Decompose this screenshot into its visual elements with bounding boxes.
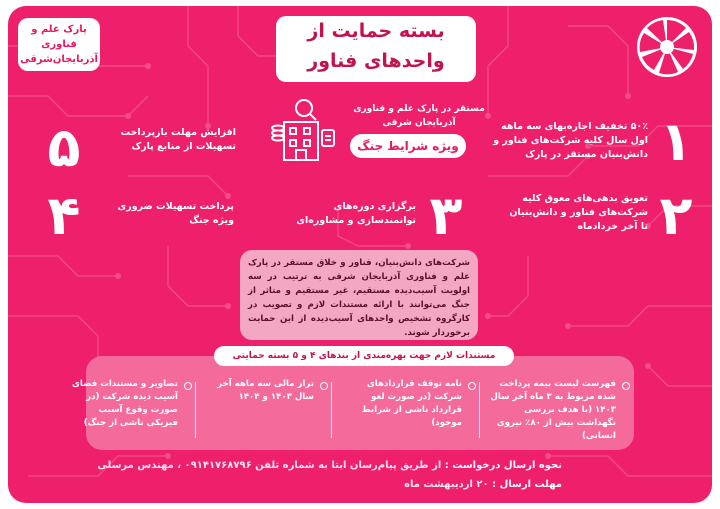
submission-method-value: از طریق پیام‌رسان ایتا به شماره تلفن ۰۹۱۴۱۷۶۸۷۹۶ ، مهندس مرسلی bbox=[97, 460, 442, 471]
park-name-line-2: فناوری bbox=[41, 39, 77, 50]
title-box bbox=[276, 16, 476, 82]
item-1-number: ۱ bbox=[659, 110, 693, 173]
doc-item-3-bullet-icon bbox=[320, 382, 328, 390]
required-documents-header: مستندات لازم جهت بهره‌مندی از بندهای ۴ و ۵ بسته حمایتی bbox=[214, 346, 514, 366]
doc-item-2: نامه توقف قراردادهای شرکت (در صورت لغو قرارداد ناشی از شرایط موجود) bbox=[361, 379, 462, 428]
divider bbox=[195, 382, 196, 438]
submission-method bbox=[97, 460, 562, 471]
item-5-number: ۵ bbox=[47, 116, 81, 179]
doc-item-3: تراز مالی سه ماهه آخر سال ۱۴۰۳ و ۱۴۰۴ bbox=[217, 379, 314, 402]
park-logo-icon bbox=[632, 12, 702, 82]
park-name-logo bbox=[18, 18, 100, 71]
buildings-coins-illustration-icon bbox=[270, 96, 340, 164]
eligibility-description: شرکت‌های دانش‌بنیان، فناور و خلاق مستقر در پارک علم و فناوری آذربایجان شرقی به ترتیب در سه اولویت آسیب‌دیده مستقیم، غیر مستقیم و متاثر از جنگ می‌توانند با ارائه مستندات لازم و تصویب در کارگروه تشخیص واحدهای آسیب‌دیده از این حمایت برخوردار شوند. bbox=[240, 250, 478, 340]
divider bbox=[479, 382, 480, 438]
item-5-text: افزایش مهلت بازپرداخت تسهیلات از منابع پارک bbox=[120, 127, 236, 152]
title-line-2: واحدهای فناور bbox=[307, 50, 445, 72]
doc-item-4-bullet-icon bbox=[184, 382, 192, 390]
submission-method-label: نحوه ارسال درخواست : bbox=[444, 460, 562, 471]
item-1-text: ۵۰٪ تخفیف اجاره‌بهای سه ماهه اول سال کلیه شرکت‌های فناور و دانش‌بنیان مستقر در پارک bbox=[493, 121, 648, 160]
doc-item-1-bullet-icon bbox=[622, 382, 630, 390]
item-2-text: تعویق بدهی‌های معوق کلیه شرکت‌های فناور و دانش‌بنیان تا آخر خردادماه bbox=[509, 193, 648, 232]
subtitle: مستقر در پارک علم و فناوری آذربایجان شرقی bbox=[353, 104, 485, 128]
doc-item-4: تصاویر و مستندات فضای آسیب دیده شرکت (در صورت وقوع آسیب فیزیکی ناشی از جنگ) bbox=[72, 379, 178, 428]
item-4-text: پرداخت تسهیلات ضروری ویژه جنگ bbox=[117, 201, 234, 226]
item-3-number: ۳ bbox=[429, 184, 463, 247]
war-conditions-badge: ویژه شرایط جنگ bbox=[350, 134, 466, 158]
submission-deadline-label: مهلت ارسال : bbox=[492, 479, 562, 490]
title-line-1: بسته حمایت از bbox=[307, 20, 445, 42]
submission-deadline-value: ۲۰ اردیبهشت ماه bbox=[404, 479, 489, 490]
park-name-line-1: پارک علم و bbox=[31, 24, 87, 35]
poster bbox=[8, 6, 712, 503]
submission-deadline bbox=[404, 479, 562, 490]
item-4-number: ۴ bbox=[47, 184, 81, 247]
park-name-line-3: آذربایجان‌شرقی bbox=[20, 54, 98, 65]
item-2-number: ۲ bbox=[659, 184, 693, 247]
item-3-text: برگزاری دوره‌های توانمندسازی و مشاوره‌ای bbox=[296, 201, 416, 226]
doc-item-1: فهرست لیست بیمه پرداخت شده مربوط به ۳ ماه آخر سال ۱۴۰۳ (با هدف بررسی نگهداشت بیش از ۸۰٪ نیروی انسانی) bbox=[490, 379, 616, 441]
divider bbox=[331, 382, 332, 438]
doc-item-2-bullet-icon bbox=[468, 382, 476, 390]
